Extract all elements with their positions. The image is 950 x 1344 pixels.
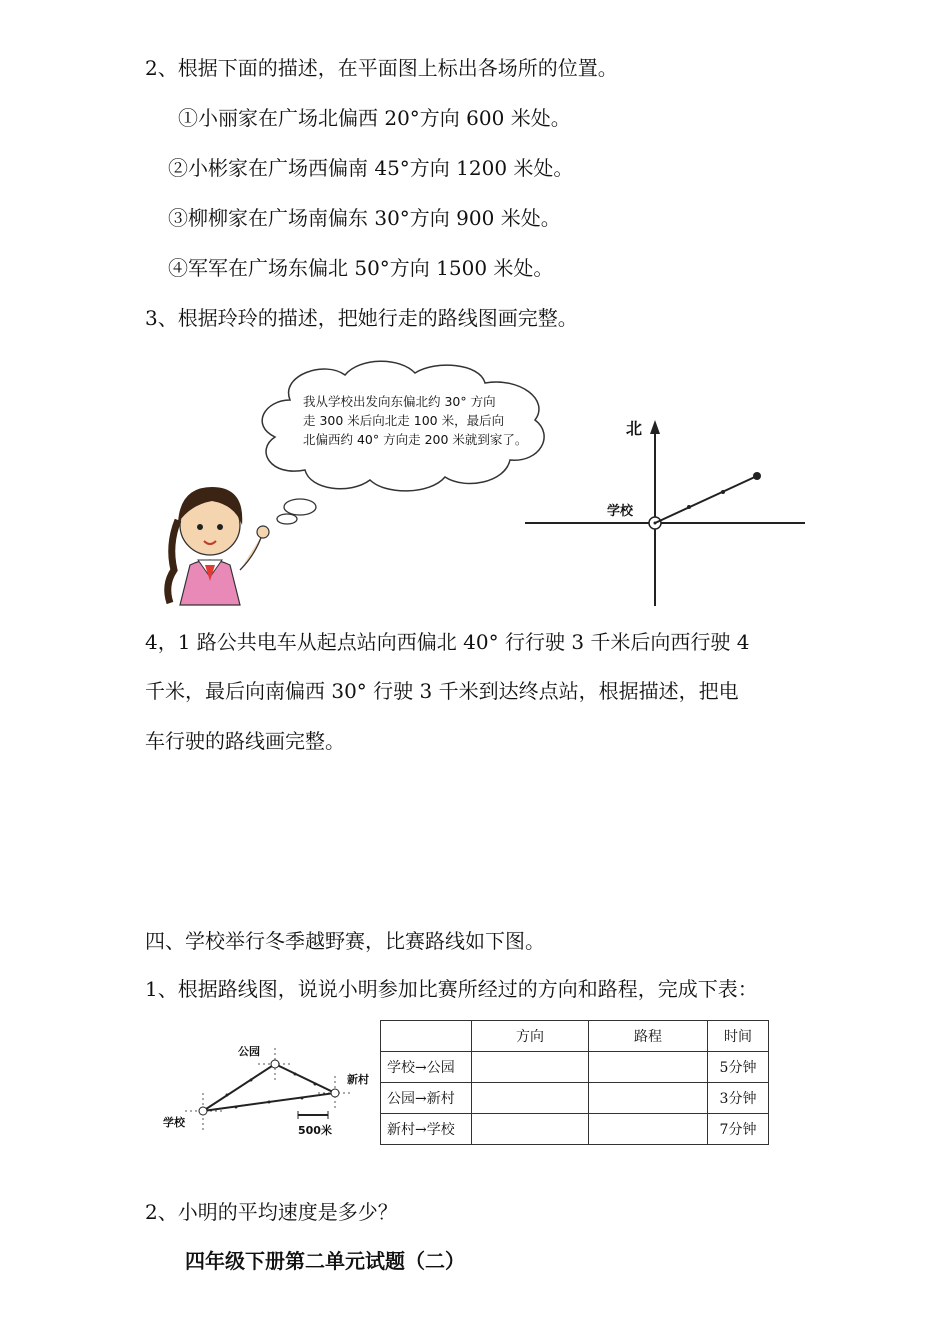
q2-item-4: ④军军在广场东偏北 50°方向 1500 米处。 bbox=[168, 256, 554, 280]
table-header: 时间 bbox=[708, 1021, 769, 1052]
north-label: 北 bbox=[626, 419, 643, 438]
footer-title: 四年级下册第二单元试题（二） bbox=[185, 1249, 465, 1273]
section4-q1: 1、根据路线图，说说小明参加比赛所经过的方向和路程，完成下表： bbox=[145, 977, 758, 1001]
q4-line-2: 千米，最后向南偏西 30° 行驶 3 千米到达终点站，根据描述，把电 bbox=[145, 679, 739, 703]
table-header: 方向 bbox=[472, 1021, 589, 1052]
table-header bbox=[381, 1021, 472, 1052]
q4-line-3: 车行驶的路线画完整。 bbox=[145, 729, 345, 753]
speech-line-1: 我从学校出发向东偏北约 30° 方向 bbox=[303, 394, 496, 409]
village-marker bbox=[331, 1089, 339, 1097]
north-arrow-icon bbox=[650, 420, 660, 434]
school-map-label: 学校 bbox=[163, 1116, 185, 1129]
park-label: 公园 bbox=[238, 1045, 260, 1058]
school-marker bbox=[199, 1107, 207, 1115]
village-label: 新村 bbox=[347, 1073, 369, 1086]
table-header-row bbox=[381, 1021, 769, 1052]
q3-title: 3、根据玲玲的描述，把她行走的路线图画完整。 bbox=[145, 306, 578, 330]
route-diagram bbox=[520, 410, 820, 610]
speech-line-2: 走 300 米后向北走 100 米，最后向 bbox=[303, 413, 505, 428]
q2-item-1: ①小丽家在广场北偏西 20°方向 600 米处。 bbox=[178, 106, 571, 130]
table-cell: 新村→学校 bbox=[381, 1114, 472, 1145]
girl-illustration bbox=[168, 487, 269, 605]
table-cell bbox=[472, 1052, 589, 1083]
table-cell bbox=[589, 1052, 708, 1083]
thought-bubble bbox=[277, 514, 297, 524]
section4-q2: 2、小明的平均速度是多少？ bbox=[145, 1200, 398, 1224]
q2-item-2: ②小彬家在广场西偏南 45°方向 1200 米处。 bbox=[168, 156, 574, 180]
section4-title: 四、学校举行冬季越野赛，比赛路线如下图。 bbox=[145, 929, 545, 953]
route-end-point bbox=[753, 472, 761, 480]
speech-line-3: 北偏西约 40° 方向走 200 米就到家了。 bbox=[303, 432, 528, 447]
table-header: 路程 bbox=[589, 1021, 708, 1052]
table-row bbox=[381, 1114, 769, 1145]
table-cell bbox=[589, 1083, 708, 1114]
table-row bbox=[381, 1052, 769, 1083]
table-cell: 7分钟 bbox=[708, 1114, 769, 1145]
q2-item-3: ③柳柳家在广场南偏东 30°方向 900 米处。 bbox=[168, 206, 561, 230]
thought-bubble bbox=[284, 499, 316, 515]
school-label: 学校 bbox=[607, 504, 634, 519]
q2-title: 2、根据下面的描述，在平面图上标出各场所的位置。 bbox=[145, 56, 618, 80]
route-table bbox=[380, 1020, 769, 1145]
park-marker bbox=[271, 1060, 279, 1068]
table-cell: 学校→公园 bbox=[381, 1052, 472, 1083]
table-cell: 5分钟 bbox=[708, 1052, 769, 1083]
table-cell bbox=[472, 1083, 589, 1114]
table-cell bbox=[589, 1114, 708, 1145]
table-cell bbox=[472, 1114, 589, 1145]
q4-line-1: 4，1 路公共电车从起点站向西偏北 40° 行行驶 3 千米后向西行驶 4 bbox=[145, 630, 750, 654]
table-cell: 公园→新村 bbox=[381, 1083, 472, 1114]
table-row bbox=[381, 1083, 769, 1114]
route-segment bbox=[655, 476, 757, 523]
table-cell: 3分钟 bbox=[708, 1083, 769, 1114]
race-route bbox=[203, 1064, 335, 1111]
scale-label: 500米 bbox=[298, 1124, 332, 1137]
